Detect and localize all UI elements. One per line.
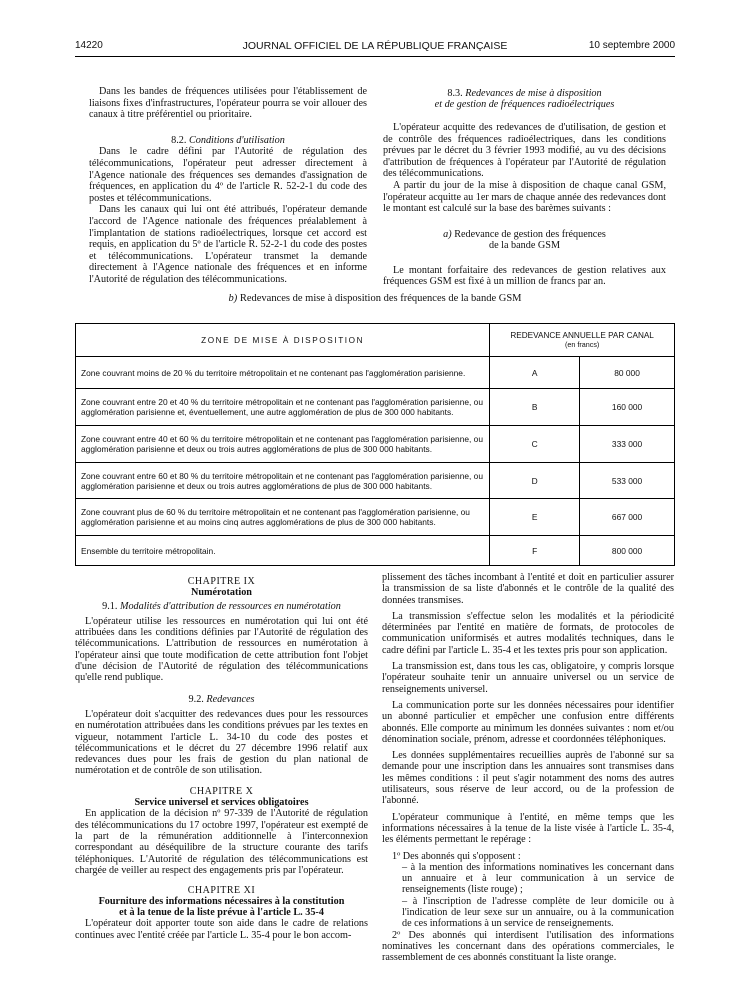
column-header-redevance: REDEVANCE ANNUELLE PAR CANAL (en francs) bbox=[490, 324, 675, 357]
paragraph: La communication porte sur les données nécessaires pour identifier un abonné particulier et empêcher une confusion entre différents abonnés. Elle comporte au minimum les données suivantes : nom et/ou dénomination sociale, prénom, adresse et coordonnées téléphoniques. bbox=[382, 699, 674, 745]
list-item: – à l'inscription de l'adresse complète de leur domicile ou à l'indication de leur sexe sur un annuaire, ou à la communication de ces informations à un service de renseignements. bbox=[402, 895, 674, 930]
chapter-label-xi: CHAPITRE XI bbox=[187, 885, 256, 897]
journal-title: JOURNAL OFFICIEL DE LA RÉPUBLIQUE FRANÇAISE bbox=[242, 40, 508, 52]
paragraph: plissement des tâches incombant à l'entité et doit en particulier assurer la transmission de sa liste d'abonnés et le contrôle de la qualité des données transmises. bbox=[382, 572, 674, 606]
zone-cell: Zone couvrant plus de 60 % du territoire métropolitain et ne contenant pas l'agglomération parisienne, ou agglomération parisienne et au moins cinq autres agglomérations de plus de 300 000 habitants. bbox=[76, 499, 490, 536]
zone-cell: Zone couvrant entre 20 et 40 % du territoire métropolitain et ne contenant pas l'agglomération parisienne, ou agglomération parisienne et, éventuellement, une autre agglomération de plus de 300 000 habitants. bbox=[76, 389, 490, 426]
column-header-zone: ZONE DE MISE À DISPOSITION bbox=[76, 324, 490, 357]
amount-cell: 333 000 bbox=[580, 426, 675, 463]
paragraph: L'opérateur communique à l'entité, en même temps que les informations nécessaires à la tenue de la liste visée à l'article L. 35-4, les éléments permettant le repérage : bbox=[382, 811, 674, 846]
page-number: 14220 bbox=[75, 40, 103, 51]
section-heading-8-2: 8.2. Conditions d'utilisation bbox=[171, 134, 285, 146]
code-cell: B bbox=[490, 389, 580, 426]
paragraph: Dans les canaux qui lui ont été attribués, l'opérateur demande l'accord de l'Agence nationale des fréquences préalablement à l'implantation de stations radioélectriques, lorsque cet accord est requis, en application du 5º de l'article R. 52-2-1 du code des postes et télécommunications. L'opérateur transmet la demande directement à l'Agence nationale des fréquences et en informe l'Autorité de régulation des télécommunications. bbox=[89, 204, 367, 285]
top-left-column bbox=[89, 86, 367, 286]
page-header bbox=[75, 40, 675, 54]
chapter-label-x: CHAPITRE X bbox=[189, 785, 254, 797]
paragraph: La transmission est, dans tous les cas, obligatoire, y compris lorsque l'opérateur souhaite tenir un annuaire universel ou un service de renseignements universel. bbox=[382, 661, 674, 695]
chapter-title-x: Service universel et services obligatoires bbox=[134, 797, 309, 809]
code-cell: F bbox=[490, 536, 580, 566]
amount-cell: 533 000 bbox=[580, 463, 675, 499]
chapter-title-xi: Fourniture des informations nécessaires à la constitution et à la tenue de la liste prévue à l'article L. 35-4 bbox=[98, 896, 345, 919]
code-cell: C bbox=[490, 426, 580, 463]
table-row bbox=[76, 463, 675, 499]
table-row bbox=[76, 426, 675, 463]
top-right-column bbox=[383, 86, 666, 288]
bottom-right-column bbox=[382, 572, 674, 964]
paragraph: En application de la décision nº 97-339 de l'Autorité de régulation des télécommunications du 17 octobre 1997, l'opérateur est exempté de la part de la rémunération additionnelle à l'interconnexion correspondant au déséquilibre de la structure courante des tarifs téléphoniques. L'Autorité de régulation des télécommunications est chargée de veiller au respect des engagements pris par l'opérateur. bbox=[75, 808, 368, 876]
zone-cell: Zone couvrant entre 60 et 80 % du territoire métropolitain et ne contenant pas l'agglomération parisienne, ou agglomération parisienne et deux ou trois autres agglomérations de plus de 300 000 habitants. bbox=[76, 463, 490, 499]
list-item: 1º Des abonnés qui s'opposent : bbox=[392, 850, 521, 862]
paragraph: Dans le cadre défini par l'Autorité de régulation des télécommunications, l'opérateur peut adresser directement à l'Agence nationale des fréquences ses demandes d'assignation de fréquences, en application du 4º de l'article R. 52-2-1 du code des postes et télécommunications. bbox=[89, 146, 367, 204]
chapter-title-ix: Numérotation bbox=[191, 587, 252, 599]
paragraph: L'opérateur doit apporter toute son aide dans le cadre de relations continues avec l'entité créée par l'article L. 35-4 pour le bon accom- bbox=[75, 918, 368, 941]
table-header-row bbox=[76, 324, 675, 357]
amount-cell: 800 000 bbox=[580, 536, 675, 566]
paragraph: Dans les bandes de fréquences utilisées pour l'établissement de liaisons fixes d'infrastructures, l'opérateur pourra se voir allouer des canaux à titre préférentiel ou prioritaire. bbox=[89, 86, 367, 121]
amount-cell: 80 000 bbox=[580, 357, 675, 389]
paragraph: L'opérateur acquitte des redevances de d'utilisation, de gestion et de contrôle des fréquences radioélectriques, dans les conditions prévues par le décret du 3 février 1993 modifié, au vu des décisions d'attribution de fréquences à l'opérateur par l'Autorité de régulation des télécommunications. bbox=[383, 122, 666, 180]
paragraph: L'opérateur utilise les ressources en numérotation qui lui ont été attribuées dans les conditions définies par l'Autorité de régulation des télécommunications. L'attribution de ressources en numérotation à l'opérateur ainsi que toute modification de cette attribution font l'objet d'une décision de l'Autorité de régulation des télécommunications qu'elle rend publique. bbox=[75, 615, 368, 684]
code-cell: E bbox=[490, 499, 580, 536]
list-item: – à la mention des informations nominatives les concernant dans un annuaire et à leur communication à un service de renseignements (liste rouge) ; bbox=[402, 861, 674, 896]
paragraph: Les données supplémentaires recueillies auprès de l'abonné sur sa demande pour une inscription dans les annuaires sont transmises dans les mêmes conditions : il peut s'agir notamment des noms des autres utilisateurs, sous réserve de leur accord, ou de la profession de l'abonné. bbox=[382, 750, 674, 807]
bottom-left-column bbox=[75, 572, 368, 941]
section-heading-9-2: 9.2. Redevances bbox=[188, 693, 255, 705]
subsection-heading-a: a) Redevance de gestion des fréquences de la bande GSM bbox=[443, 228, 606, 251]
section-heading-9-1: 9.1. Modalités d'attribution de ressources en numérotation bbox=[102, 600, 341, 612]
table-title: b) Redevances de mise à disposition des fréquences de la bande GSM bbox=[228, 293, 522, 304]
paragraph: La transmission s'effectue selon les modalités et la périodicité déterminées par l'entité en matière de formats, de protocoles de communication uniformisés et autres modalités techniques, dans le cadre défini par l'article L. 35-4 et les textes pris pour son application. bbox=[382, 610, 674, 656]
issue-date: 10 septembre 2000 bbox=[588, 40, 675, 51]
chapter-label-ix: CHAPITRE IX bbox=[187, 576, 256, 587]
amount-cell: 667 000 bbox=[580, 499, 675, 536]
fee-table bbox=[75, 323, 675, 566]
table-row bbox=[76, 389, 675, 426]
list-item: 2º Des abonnés qui interdisent l'utilisation des informations nominatives les concernant dans des opérations commerciales, le rassemblement de ces abonnés constituant la liste orange. bbox=[382, 929, 674, 964]
code-cell: D bbox=[490, 463, 580, 499]
table-row bbox=[76, 499, 675, 536]
zone-cell: Zone couvrant entre 40 et 60 % du territoire métropolitain et ne contenant pas l'agglomération parisienne, ou agglomération parisienne et deux ou trois autres agglomérations de plus de 300 000 habitants. bbox=[76, 426, 490, 463]
paragraph: L'opérateur doit s'acquitter des redevances dues pour les ressources en numérotation attribuées dans les conditions prévues par les textes en vigueur, notamment l'article L. 34-10 du code des postes et télécommunications et le décret du 27 décembre 1996 relatif aux redevances dues pour les frais de gestion du plan national de numérotation et de contrôle de son utilisation. bbox=[75, 708, 368, 777]
paragraph: A partir du jour de la mise à disposition de chaque canal GSM, l'opérateur acquitte au 1er mars de chaque année des redevances dont le montant est calculé sur la base des barèmes suivants : bbox=[383, 179, 666, 215]
table-row bbox=[76, 536, 675, 566]
zone-cell: Ensemble du territoire métropolitain. bbox=[76, 536, 490, 566]
code-cell: A bbox=[490, 357, 580, 389]
section-heading-8-3: 8.3. Redevances de mise à disposition et de gestion de fréquences radioélectriques bbox=[434, 88, 615, 110]
header-rule bbox=[75, 56, 675, 57]
table-row bbox=[76, 357, 675, 389]
zone-cell: Zone couvrant moins de 20 % du territoire métropolitain et ne contenant pas l'agglomération parisienne. bbox=[76, 357, 490, 389]
paragraph: Le montant forfaitaire des redevances de gestion relatives aux fréquences GSM est fixé à un million de francs par an. bbox=[383, 264, 666, 288]
amount-cell: 160 000 bbox=[580, 389, 675, 426]
